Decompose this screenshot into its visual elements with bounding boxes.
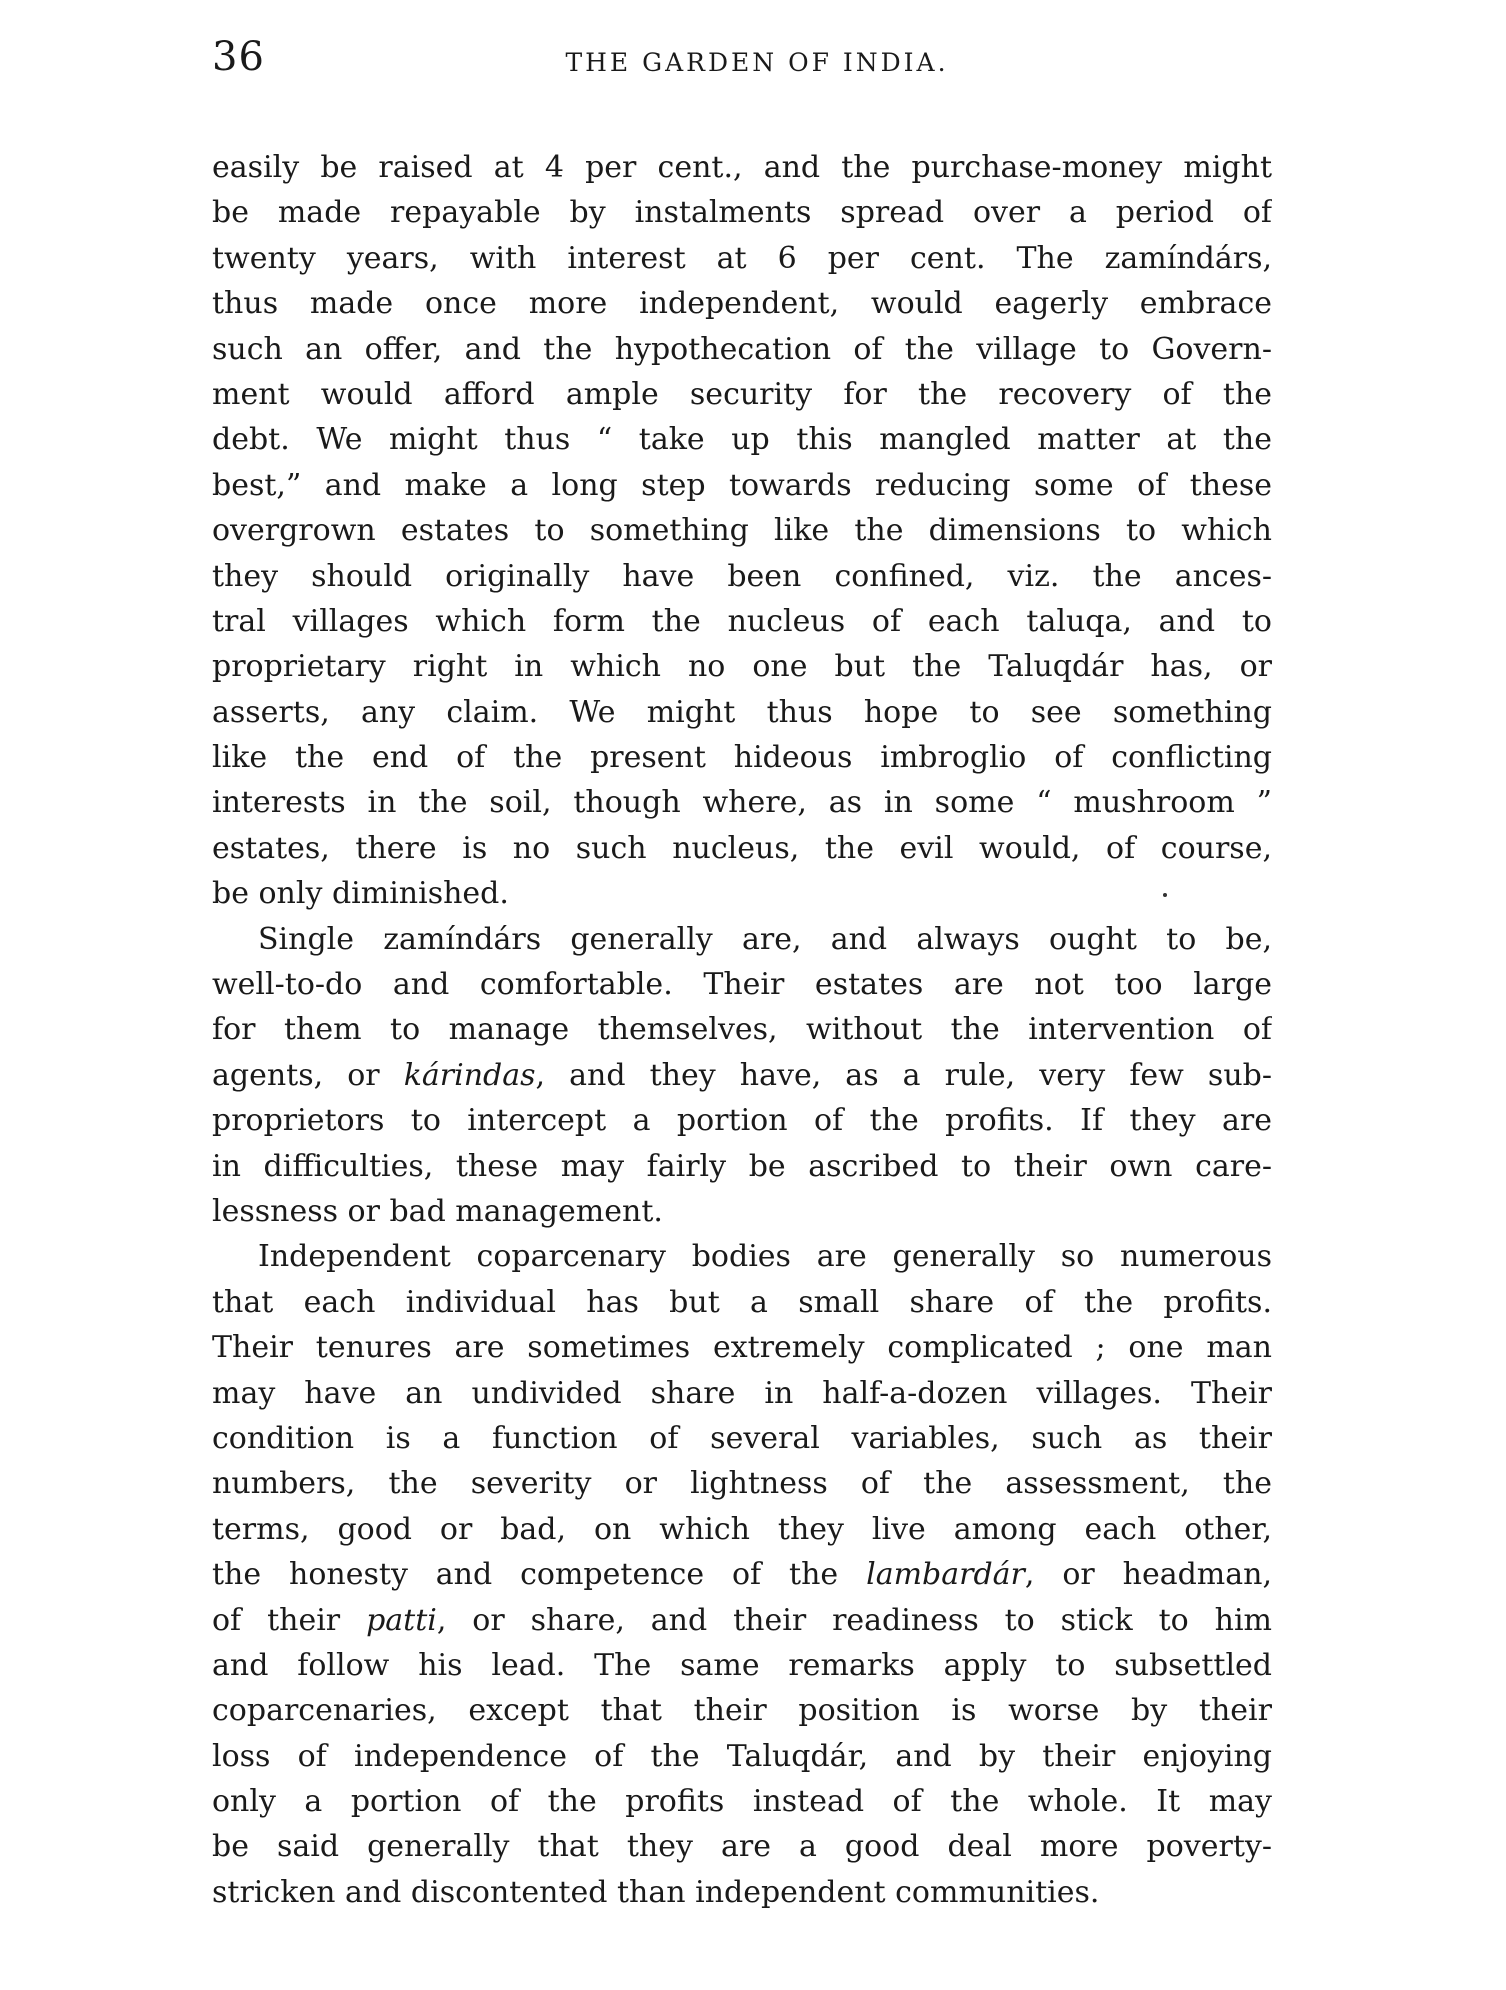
text-line-mixed <box>212 1552 1272 1597</box>
text-run: of their <box>212 1602 367 1638</box>
text-run: the honesty and competence of the <box>212 1557 867 1593</box>
text-line: thus made once more independent, would eagerly embrace <box>212 286 1272 322</box>
text-line: loss of independence of the Taluqdár, and by their enjoying <box>212 1738 1272 1774</box>
text-run: , or share, and their readiness to stick to him <box>436 1602 1272 1638</box>
book-title: THE GARDEN OF INDIA. <box>565 48 949 77</box>
text-line: easily be raised at 4 per cent., and the purchase-money might <box>212 150 1272 185</box>
text-line: best,” and make a long step towards reducing some of these <box>212 467 1272 503</box>
text-line: be said generally that they are a good deal more poverty- <box>212 1829 1272 1865</box>
text-line-mixed <box>212 1053 1272 1098</box>
text-line: condition is a function of several variables, such as their <box>212 1420 1272 1456</box>
text-line: lessness or bad management. <box>212 1193 663 1229</box>
text-line: tral villages which form the nucleus of each taluqa, and to <box>212 603 1272 639</box>
text-line: stricken and discontented than independent communities. <box>212 1874 1100 1910</box>
text-line: that each individual has but a small share of the profits. <box>212 1284 1272 1320</box>
text-line: proprietary right in which no one but the Taluqdár has, or <box>212 649 1272 685</box>
text-line: numbers, the severity or lightness of the assessment, the <box>212 1466 1272 1502</box>
text-line: asserts, any claim. We might thus hope to see something <box>212 694 1272 730</box>
text-line: and follow his lead. The same remarks apply to subsettled <box>212 1647 1272 1683</box>
paragraph-2 <box>212 917 1272 1235</box>
text-line: Independent coparcenary bodies are generally so numerous <box>258 1239 1272 1275</box>
text-line: debt. We might thus “ take up this mangled matter at the <box>212 422 1272 458</box>
text-line: like the end of the present hideous imbroglio of conflicting <box>212 740 1272 776</box>
text-line: estates, there is no such nucleus, the evil would, of course, <box>212 830 1272 866</box>
page-number: 36 <box>212 34 265 80</box>
text-run: agents, or <box>212 1057 404 1093</box>
print-speck <box>1163 893 1167 897</box>
text-line: only a portion of the profits instead of the whole. It may <box>212 1784 1272 1820</box>
text-line: interests in the soil, though where, as in some “ mushroom ” <box>212 785 1272 821</box>
italic-term: patti <box>366 1602 437 1638</box>
text-line-mixed <box>212 1598 1272 1643</box>
text-line: coparcenaries, except that their position is worse by their <box>212 1693 1272 1729</box>
italic-term: kárindas <box>403 1057 536 1093</box>
text-line: overgrown estates to something like the dimensions to which <box>212 513 1272 549</box>
text-line: proprietors to intercept a portion of the profits. If they are <box>212 1103 1272 1139</box>
text-line: terms, good or bad, on which they live among each other, <box>212 1511 1272 1547</box>
text-line: such an offer, and the hypothecation of the village to Govern- <box>212 331 1272 367</box>
text-line: they should originally have been confined, viz. the ances- <box>212 558 1272 594</box>
paragraph-1 <box>212 145 1272 917</box>
text-line: may have an undivided share in half-a-dozen villages. Their <box>212 1375 1272 1411</box>
text-line: Single zamíndárs generally are, and always ought to be, <box>258 921 1272 957</box>
text-line: be made repayable by instalments spread over a period of <box>212 195 1272 231</box>
running-head <box>212 30 1272 90</box>
paragraph-3 <box>212 1234 1272 1915</box>
text-run: , or headman, <box>1024 1557 1272 1593</box>
italic-term: lambardár <box>866 1557 1025 1593</box>
text-line: be only diminished. <box>212 876 509 912</box>
text-line: for them to manage themselves, without the intervention of <box>212 1012 1272 1048</box>
text-line: twenty years, with interest at 6 per cent. The zamíndárs, <box>212 240 1272 276</box>
book-page <box>212 30 1272 1915</box>
body-text <box>212 145 1272 1915</box>
text-run: , and they have, as a rule, very few sub- <box>535 1057 1272 1093</box>
text-line: Their tenures are sometimes extremely complicated ; one man <box>212 1330 1272 1366</box>
text-line: ment would afford ample security for the recovery of the <box>212 376 1272 412</box>
text-line: well-to-do and comfortable. Their estates are not too large <box>212 967 1272 1003</box>
text-line: in difficulties, these may fairly be ascribed to their own care- <box>212 1148 1272 1184</box>
